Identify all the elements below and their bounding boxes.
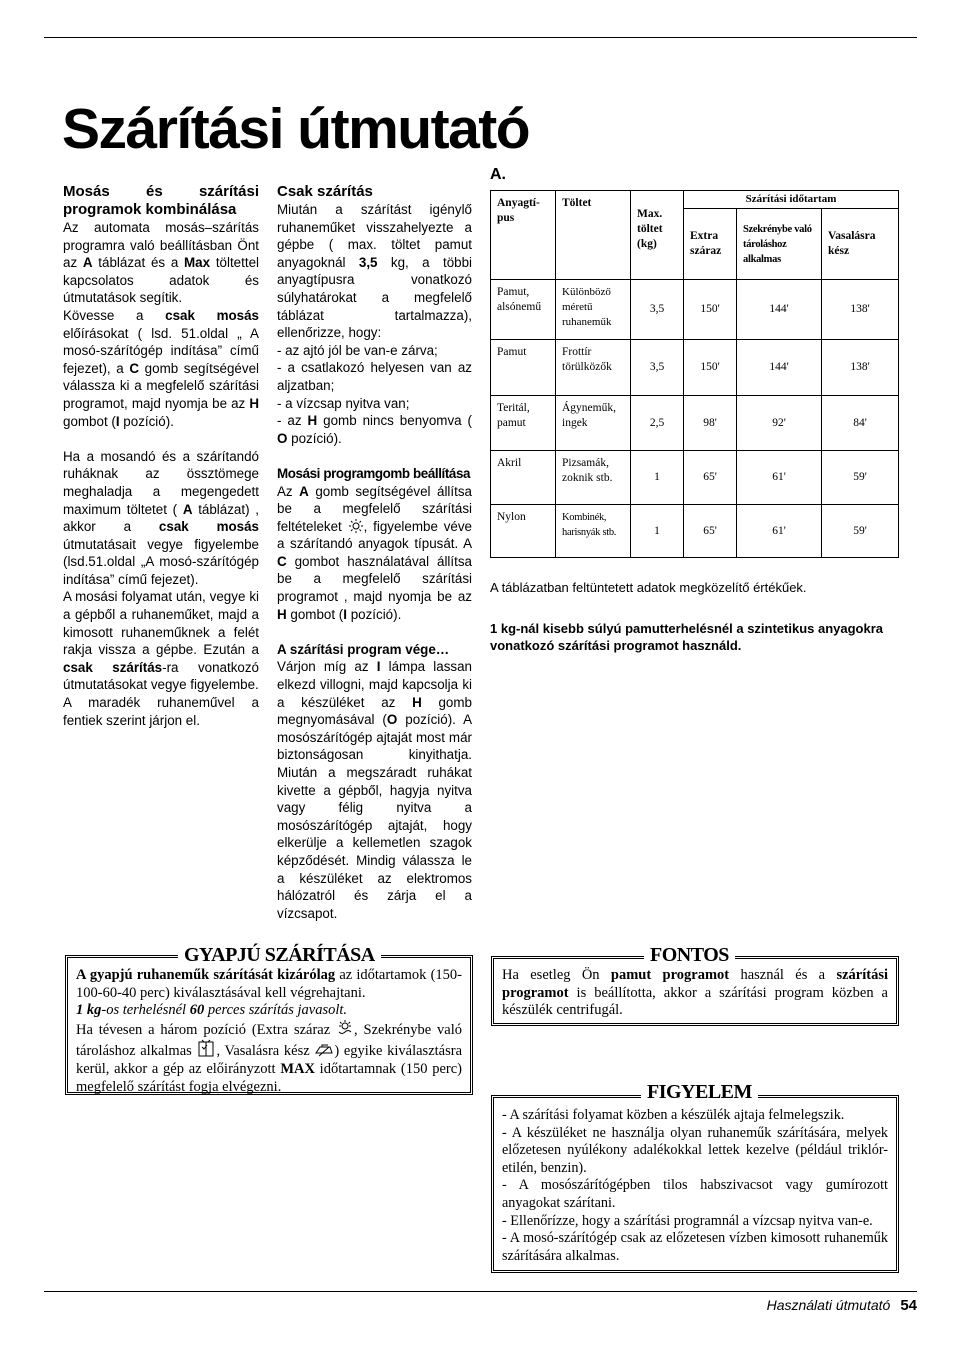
cell-cupboard: 61' <box>737 505 822 558</box>
cupboard-dry-icon <box>196 1039 216 1057</box>
drying-time-table <box>490 190 899 558</box>
iron-dry-icon <box>314 1043 334 1057</box>
program-knob-p: Az A gomb segítségével állítsa be a megfelelő szárítási feltételeket , figyelembe véve a szárítandó anyagok típusát. A C gombot használatával állítsa be a megfelelő szárítási programot , majd nyomja be az H gombot (I pozíció). <box>277 483 473 622</box>
cell-iron: 59' <box>822 451 899 505</box>
warning-box-title: FIGYELEM <box>641 1081 758 1103</box>
cotton-note: 1 kg-nál kisebb súlyú pamutterhelésnél a szintetikus anyagokra vonatkozó szárítási programot használd. <box>490 621 884 653</box>
table-row <box>491 340 899 396</box>
wool-drying-box <box>65 955 473 1095</box>
check-1: - az ajtó jól be van-e zárva; <box>277 342 438 358</box>
warning-item: - A mosó-szárítógép csak az előzetesen vízben kimosott ruhaneműk szárítására alkalmas. <box>502 1230 888 1264</box>
cell-load: Pizsamák, zoknik stb. <box>556 451 631 505</box>
dry-only-heading: Csak szárítás <box>277 183 373 200</box>
cell-cupboard: 144' <box>737 340 822 396</box>
warning-item: - Ellenőrízze, hogy a szárítási programnál a vízcsap nyitva van-e. <box>502 1212 873 1229</box>
check-4: - az H gomb nincs benyomva ( O pozíció). <box>277 413 472 446</box>
table-row <box>491 451 899 505</box>
important-text: Ha esetleg Ön pamut programot használ és a szárítási programot is beállította, akkor a szárítási program közben a készülék centrifugál. <box>502 967 888 1019</box>
cell-max: 3,5 <box>631 340 684 396</box>
header-type: Anyagtí-pus <box>491 191 556 280</box>
warning-item: - A mosószárítógépben tilos habszivacsot vagy gumírozott anyagokat szárítani. <box>502 1177 888 1211</box>
important-box <box>491 956 899 1026</box>
wool-box-title: GYAPJÚ SZÁRÍTÁSA <box>178 944 381 966</box>
column-dry-only <box>277 183 472 922</box>
cell-cupboard: 61' <box>737 451 822 505</box>
cell-cupboard: 144' <box>737 280 822 340</box>
combined-p2: Kövesse a csak mosás előírásokat ( lsd. 51.oldal „ A mosó-szárítógép indítása” című fejezet), a C gomb segítségével válassza ki a megfelelő szárítási programot, majd nyomja be az H gombot (I pozíció). <box>63 307 259 429</box>
cell-extra: 65' <box>684 451 737 505</box>
cell-max: 1 <box>631 505 684 558</box>
cell-max: 2,5 <box>631 396 684 451</box>
footer <box>767 1297 917 1314</box>
cell-load: Különböző méretű ruhaneműk <box>556 280 631 340</box>
header-load: Töltet <box>556 191 631 280</box>
cell-type: Teritál, pamut <box>491 396 556 451</box>
footer-label: Használati útmutató <box>766 1297 891 1313</box>
cell-type: Akril <box>491 451 556 505</box>
dry-only-p1: Miután a szárítást igénylő ruhaneműket visszahelyezte a gépbe ( max. töltet pamut anyagoknál 3,5 kg, a többi anyagtípusra vonatkozó súlyhatárokat a megfelelő táblázat tartalmazza), ellenőrizze, hogy: <box>277 202 473 341</box>
header-cupboard-dry: Szekrénybe való tároláshoz alkalmas <box>737 209 822 280</box>
check-2: - a csatlakozó helyesen van az aljzatban; <box>277 360 472 393</box>
table-label: A. <box>490 166 506 183</box>
cell-cupboard: 92' <box>737 396 822 451</box>
program-end-p: Várjon míg az I lámpa lassan elkezd villogni, majd kapcsolja ki a készüléket az H gomb megnyomásával (O pozíció). A mosószárítógép ajtaját most már biztonságosan kinyithatja. Miután a megszáradt ruhákat kivette a gépből, hagyja nyitva vagy félig nyitva a mosószárítógép ajtaját, hogy elkerülje a kellemetlen szagok képződését. Mindig válassza le a készüléket az elektromos hálózatról és zárja el a vízcsapot. <box>277 659 472 921</box>
program-knob-heading: Mosási programgomb beállítása <box>277 465 471 481</box>
cell-extra: 98' <box>684 396 737 451</box>
warning-item: - A készüléket ne használja olyan ruhaneműk szárítására, melyek előzetesen nyúlékony adalékokkal lettek kezelve (például triklór-etilén, benzin). <box>502 1124 888 1176</box>
program-end-heading: A szárítási program vége… <box>277 641 450 657</box>
cell-extra: 65' <box>684 505 737 558</box>
combined-p5: A maradék ruhaneművel a fentiek szerint járjon el. <box>63 695 259 728</box>
cell-load: Ágyneműk, ingek <box>556 396 631 451</box>
check-3: - a vízcsap nyitva van; <box>277 395 410 411</box>
sun-icon <box>348 519 364 533</box>
cell-max: 3,5 <box>631 280 684 340</box>
cell-type: Nylon <box>491 505 556 558</box>
extra-dry-icon <box>336 1020 354 1036</box>
cell-type: Pamut <box>491 340 556 396</box>
table-row <box>491 505 899 558</box>
cell-iron: 138' <box>822 340 899 396</box>
warning-item: - A szárítási folyamat közben a készülék ajtaja felmelegszik. <box>502 1107 845 1123</box>
cell-extra: 150' <box>684 340 737 396</box>
combined-p3: Ha a mosandó és a szárítandó ruháknak az össztömege meghaladja a megengedett maximum töltetet ( A táblázat) , akkor a csak mosás útmutatásait vegye figyelembe (lsd.51.oldal „A mosó-szárítógép indítása” című fejezet). <box>63 448 259 587</box>
wool-line-1: A gyapjú ruhaneműk szárítását kizárólag az időtartamok (150-100-60-40 perc) kiválasztásával kell végrehajtani. <box>76 967 462 1001</box>
combined-p4: A mosási folyamat után, vegye ki a gépből a ruhaneműket, majd a kimosott ruhaneműknek a felét rakja vissza a gépbe. Ezután a csak szárítás-ra vonatkozó útmutatásokat vegye figyelembe. <box>63 589 259 693</box>
cell-iron: 59' <box>822 505 899 558</box>
column-combined <box>63 183 259 729</box>
cell-load: Kombinék, harisnyák stb. <box>556 505 631 558</box>
combined-heading: Mosás és szárítási programok kombinálása <box>63 183 259 218</box>
page-title: Szárítási útmutató <box>62 97 530 161</box>
important-box-title: FONTOS <box>644 944 735 966</box>
header-max-load: Max. töltet (kg) <box>631 191 684 280</box>
top-rule <box>44 37 917 38</box>
table-row <box>491 280 899 340</box>
table-row <box>491 396 899 451</box>
bottom-rule <box>44 1291 917 1292</box>
cell-load: Frottír törülközők <box>556 340 631 396</box>
wool-line-2: 1 kg-os terhelésnél 60 perces szárítás javasolt. <box>76 1002 348 1019</box>
wool-line-3: Ha tévesen a három pozíció (Extra száraz , Szekrénybe való tároláshoz alkalmas , Vasalásra kész ) egyike kiválasztásra kerül, akkor a gép az előirányzott MAX időtartamnak (150 perc) megfelelő szárítást fogja elvégezni. <box>76 1021 463 1095</box>
warning-box <box>491 1095 899 1273</box>
table-note: A táblázatban feltüntetett adatok megközelítő értékűek. <box>490 580 807 595</box>
cell-max: 1 <box>631 451 684 505</box>
header-drying-time: Szárítási időtartam <box>684 191 899 209</box>
page-number: 54 <box>900 1297 917 1314</box>
cell-extra: 150' <box>684 280 737 340</box>
cell-iron: 138' <box>822 280 899 340</box>
cell-type: Pamut, alsónemű <box>491 280 556 340</box>
cell-iron: 84' <box>822 396 899 451</box>
combined-p1: Az automata mosás–szárítás programra való beállításban Önt az A táblázat és a Max töltettel kapcsolatos adatok és útmutatások segítik. <box>63 220 259 306</box>
header-extra-dry: Extra száraz <box>684 209 737 280</box>
header-iron-dry: Vasalásra kész <box>822 209 899 280</box>
